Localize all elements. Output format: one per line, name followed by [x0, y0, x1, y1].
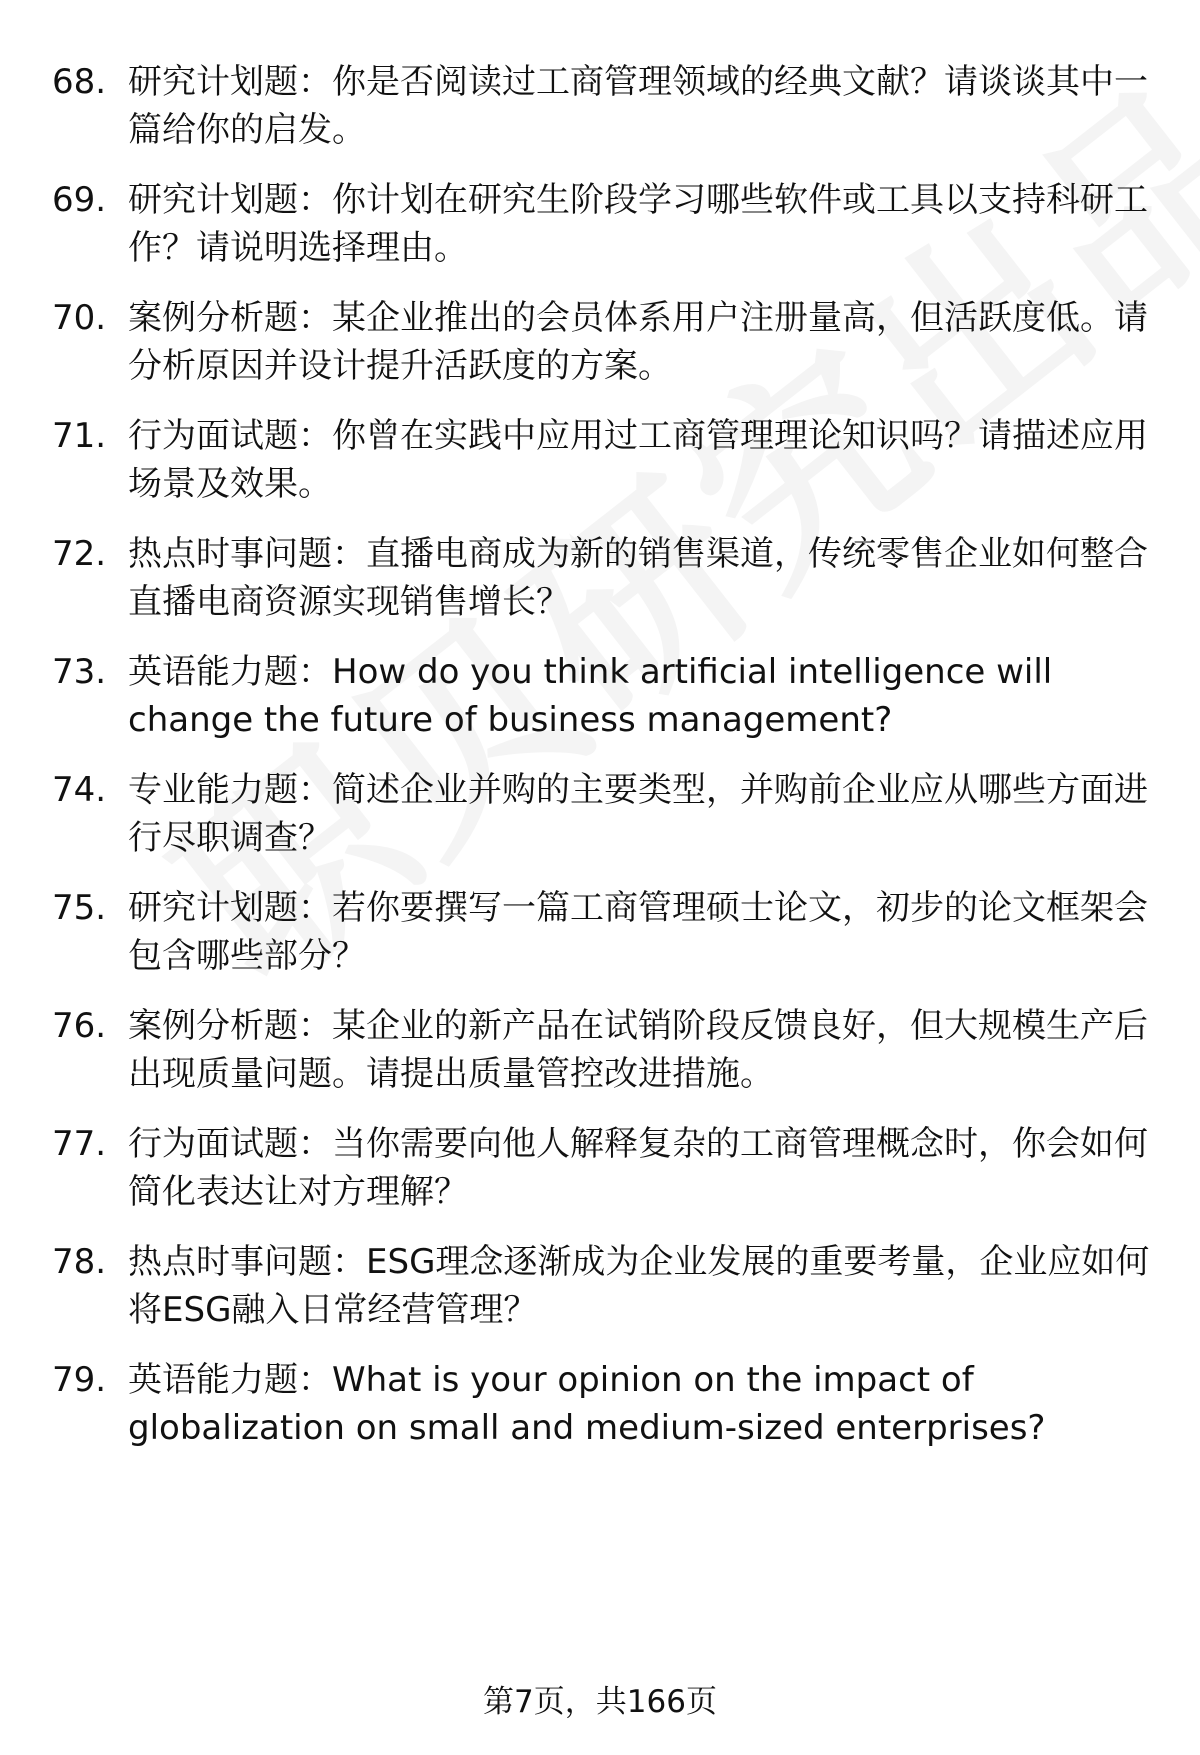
question-number: 76.: [52, 1006, 107, 1046]
question-number: 68.: [52, 62, 107, 102]
question-text: 英语能力题：How do you think artificial intelligence will change the future of business management?: [128, 652, 1053, 740]
question-item-76: [52, 1002, 1157, 1120]
question-number: 75.: [52, 888, 107, 928]
page-footer: [0, 1682, 1200, 1722]
question-item-71: [52, 412, 1157, 530]
page-number-text: 第7页，共166页: [483, 1684, 717, 1720]
question-number: 71.: [52, 416, 107, 456]
question-item-73: [52, 648, 1157, 766]
question-text: 研究计划题：若你要撰写一篇工商管理硕士论文，初步的论文框架会包含哪些部分？: [128, 888, 1148, 976]
question-text: 行为面试题：你曾在实践中应用过工商管理理论知识吗？请描述应用场景及效果。: [128, 416, 1148, 504]
question-text: 热点时事问题：直播电商成为新的销售渠道，传统零售企业如何整合直播电商资源实现销售增长？: [128, 534, 1148, 622]
question-item-79: [52, 1356, 1157, 1474]
question-number: 69.: [52, 180, 107, 220]
question-item-77: [52, 1120, 1157, 1238]
question-number: 79.: [52, 1360, 107, 1400]
question-item-68: [52, 58, 1157, 176]
question-text: 案例分析题：某企业的新产品在试销阶段反馈良好，但大规模生产后出现质量问题。请提出质量管控改进措施。: [128, 1006, 1148, 1094]
question-text: 案例分析题：某企业推出的会员体系用户注册量高，但活跃度低。请分析原因并设计提升活跃度的方案。: [128, 298, 1148, 386]
question-item-78: [52, 1238, 1157, 1356]
question-number: 73.: [52, 652, 107, 692]
question-number: 77.: [52, 1124, 107, 1164]
question-item-74: [52, 766, 1157, 884]
question-text: 行为面试题：当你需要向他人解释复杂的工商管理概念时，你会如何简化表达让对方理解？: [128, 1124, 1148, 1212]
question-number: 72.: [52, 534, 107, 574]
question-item-75: [52, 884, 1157, 1002]
question-text: 英语能力题：What is your opinion on the impact of globalization on small and medium-sized enterprises?: [128, 1360, 1046, 1448]
question-number: 78.: [52, 1242, 107, 1282]
question-text: 热点时事问题：ESG理念逐渐成为企业发展的重要考量，企业应如何将ESG融入日常经营管理？: [128, 1242, 1150, 1330]
question-item-72: [52, 530, 1157, 648]
question-item-69: [52, 176, 1157, 294]
question-number: 74.: [52, 770, 107, 810]
question-text: 专业能力题：简述企业并购的主要类型，并购前企业应从哪些方面进行尽职调查？: [128, 770, 1148, 858]
question-item-70: [52, 294, 1157, 412]
question-text: 研究计划题：你是否阅读过工商管理领域的经典文献？请谈谈其中一篇给你的启发。: [128, 62, 1148, 150]
question-text: 研究计划题：你计划在研究生阶段学习哪些软件或工具以支持科研工作？请说明选择理由。: [128, 180, 1148, 268]
question-number: 70.: [52, 298, 107, 338]
